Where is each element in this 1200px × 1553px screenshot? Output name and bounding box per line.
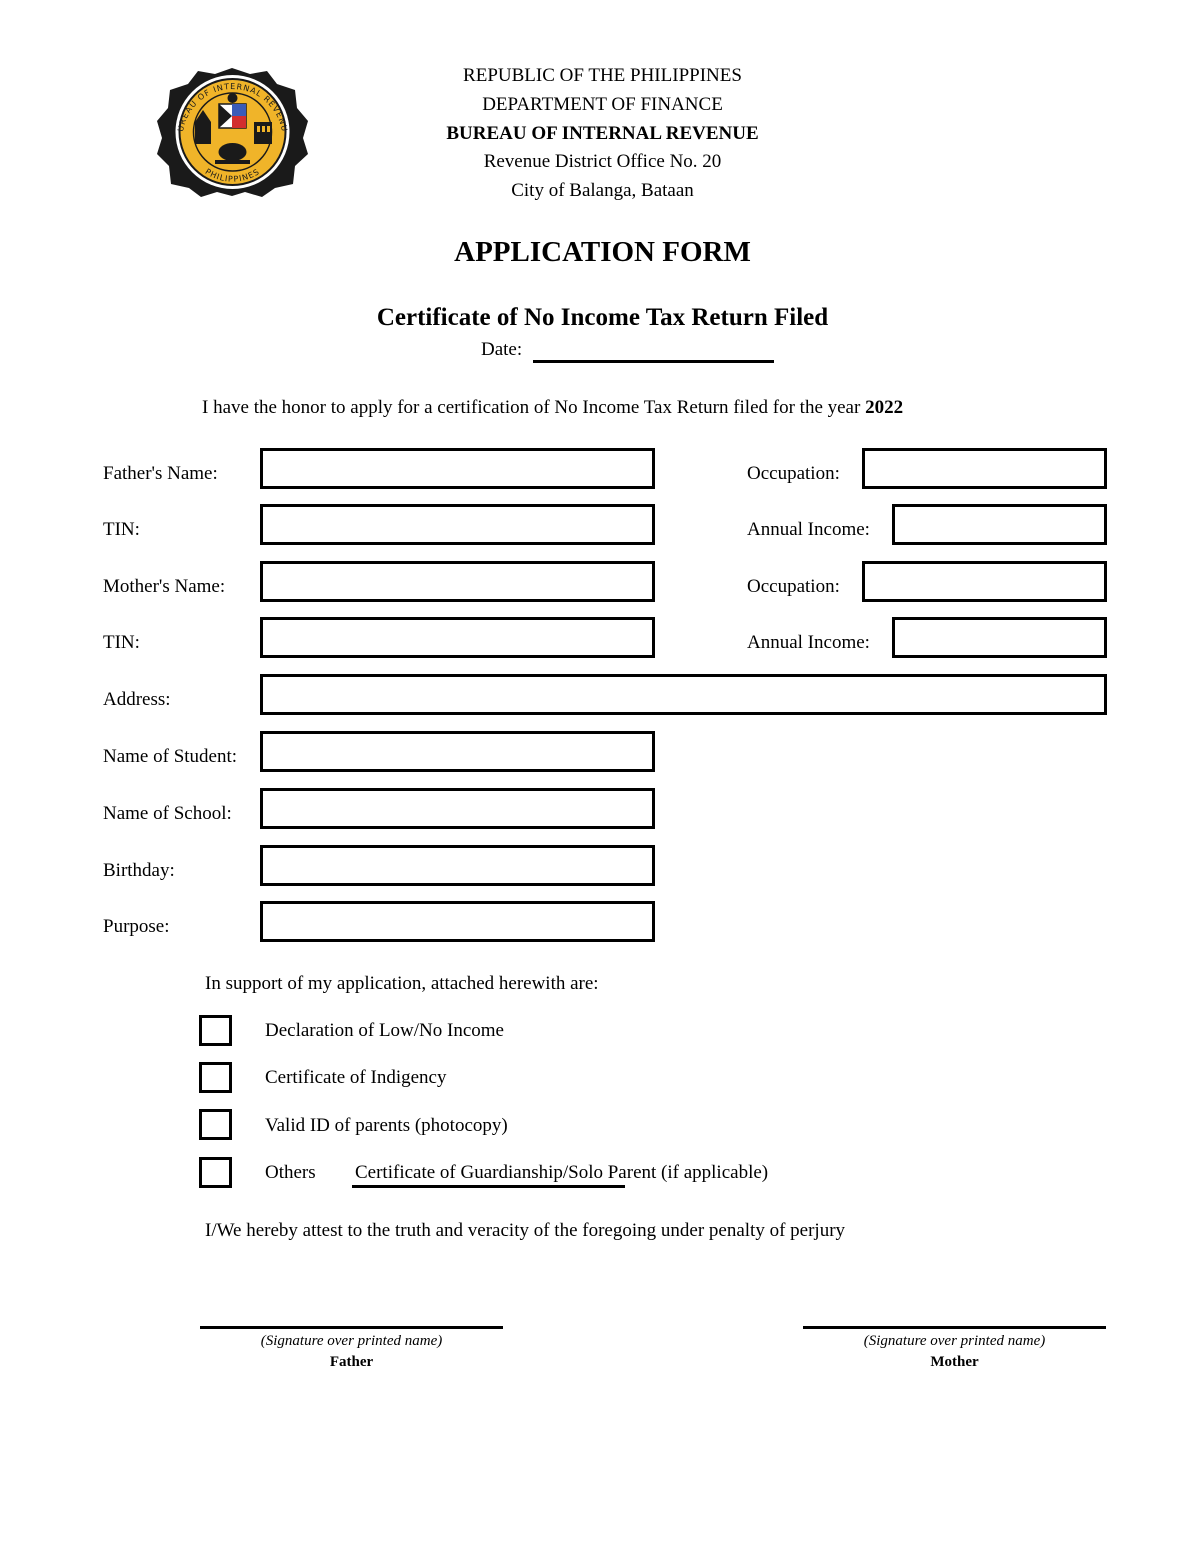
mother-tin-label: TIN: — [103, 632, 140, 653]
support-text: In support of my application, attached herewith are: — [205, 973, 599, 994]
valid-id-checkbox[interactable] — [199, 1109, 232, 1140]
student-name-label: Name of Student: — [103, 746, 238, 767]
header-department: DEPARTMENT OF FINANCE — [482, 94, 723, 115]
father-name-field[interactable] — [260, 448, 655, 489]
father-occupation-label: Occupation: — [747, 463, 840, 484]
mother-occupation-label: Occupation: — [747, 576, 840, 597]
intro-year: 2022 — [865, 397, 904, 418]
others-underline — [352, 1185, 625, 1188]
date-field[interactable] — [533, 360, 774, 363]
header-republic: REPUBLIC OF THE PHILIPPINES — [463, 65, 742, 86]
father-income-label: Annual Income: — [747, 519, 870, 540]
header-bureau: BUREAU OF INTERNAL REVENUE — [446, 123, 759, 144]
birthday-field[interactable] — [260, 845, 655, 886]
father-income-field[interactable] — [892, 504, 1107, 545]
mother-name-label: Mother's Name: — [103, 576, 226, 597]
date-label: Date: — [481, 339, 523, 360]
mother-tin-field[interactable] — [260, 617, 655, 658]
father-signature-line[interactable] — [200, 1326, 503, 1329]
student-name-field[interactable] — [260, 731, 655, 772]
father-name-label: Father's Name: — [103, 463, 218, 484]
school-name-field[interactable] — [260, 788, 655, 829]
attestation-text: I/We hereby attest to the truth and veracity of the foregoing under penalty of perjury — [205, 1220, 846, 1241]
father-occupation-field[interactable] — [862, 448, 1107, 489]
page-title: APPLICATION FORM — [454, 236, 751, 268]
mother-signature-role: Mother — [930, 1354, 979, 1370]
father-signature-role: Father — [329, 1354, 374, 1370]
declaration-checkbox[interactable] — [199, 1015, 232, 1046]
page-subtitle: Certificate of No Income Tax Return Filed — [376, 304, 829, 331]
others-label: Others — [265, 1162, 316, 1183]
seal-text-top: UREAU OF INTERNAL REVENU — [176, 82, 290, 133]
address-label: Address: — [103, 689, 171, 710]
mother-signature-caption: (Signature over printed name) — [863, 1333, 1046, 1349]
declaration-label: Declaration of Low/No Income — [265, 1020, 504, 1041]
intro-text: I have the honor to apply for a certification of No Income Tax Return filed for the year — [202, 397, 861, 418]
others-checkbox[interactable] — [199, 1157, 232, 1188]
mother-income-field[interactable] — [892, 617, 1107, 658]
header-city: City of Balanga, Bataan — [511, 180, 694, 201]
mother-name-field[interactable] — [260, 561, 655, 602]
purpose-label: Purpose: — [103, 916, 170, 937]
intro-statement — [202, 396, 903, 420]
father-tin-label: TIN: — [103, 519, 140, 540]
indigency-checkbox[interactable] — [199, 1062, 232, 1093]
bir-seal — [155, 66, 310, 198]
father-signature-caption: (Signature over printed name) — [260, 1333, 443, 1349]
indigency-label: Certificate of Indigency — [265, 1067, 447, 1088]
seal-text-bottom: PHILIPPINES — [203, 166, 262, 184]
valid-id-label: Valid ID of parents (photocopy) — [265, 1115, 508, 1136]
mother-signature-line[interactable] — [803, 1326, 1106, 1329]
father-tin-field[interactable] — [260, 504, 655, 545]
header-district-office: Revenue District Office No. 20 — [483, 151, 722, 172]
others-value: Certificate of Guardianship/Solo Parent (if applicable) — [355, 1162, 769, 1183]
mother-occupation-field[interactable] — [862, 561, 1107, 602]
address-field[interactable] — [260, 674, 1107, 715]
school-name-label: Name of School: — [103, 803, 232, 824]
mother-income-label: Annual Income: — [747, 632, 870, 653]
birthday-label: Birthday: — [103, 860, 175, 881]
purpose-field[interactable] — [260, 901, 655, 942]
